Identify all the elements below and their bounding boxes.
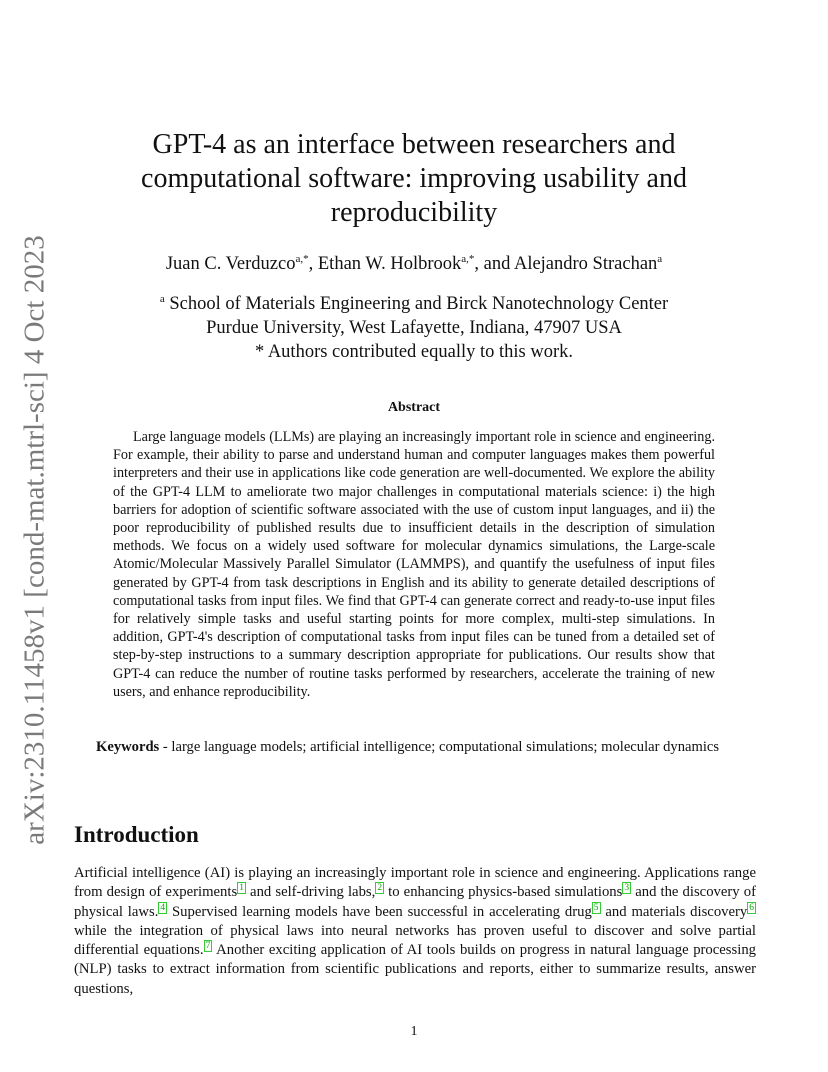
citation-link[interactable]: 3	[624, 883, 630, 894]
paper-title: GPT-4 as an interface between researchers and computational software: improving usability and reproducibility	[141, 129, 687, 228]
intro-text: while the integration of physical laws into neural networks has proven useful to discover and solve partial differential equations.	[74, 922, 756, 959]
affiliation-block	[74, 292, 754, 364]
intro-text: and self-driving labs,	[245, 884, 376, 901]
keywords	[74, 738, 756, 757]
citation-link[interactable]: 2	[377, 883, 383, 894]
equal-contribution-note: * Authors contributed equally to this work.	[254, 342, 574, 362]
intro-text: Supervised learning models have been successful in accelerating drug	[167, 903, 592, 920]
author-affiliation-mark: a,*	[295, 252, 309, 265]
introduction-paragraph	[74, 864, 756, 999]
affiliation-mark: a	[159, 292, 165, 305]
citation-link[interactable]: 7	[205, 941, 211, 952]
abstract-heading: Abstract	[387, 400, 441, 415]
keywords-label: Keywords	[96, 739, 160, 755]
author-name: Juan C. Verduzco	[165, 254, 296, 274]
arxiv-identifier-stamp: arXiv:2310.11458v1 [cond-mat.mtrl-sci] 4 Oct 2023	[18, 235, 51, 845]
abstract-text: Large language models (LLMs) are playing an increasingly important role in science and engineering. For example, their ability to parse and understand human and computer languages makes them powerful interpreters and their use in applications like code generation are well-documented. We explore the ability of the GPT-4 LLM to ameliorate two major challenges in computational materials science: i) the high barriers for adoption of scientific software associated with the use of custom input languages, and ii) the poor reproducibility of published results due to insufficient details in the description of simulation methods. We focus on a widely used software for molecular dynamics simulations, the Large-scale Atomic/Molecular Massively Parallel Simulator (LAMMPS), and quantify the usefulness of input files generated by GPT-4 from task descriptions in English and its ability to generate detailed descriptions of computational tasks from input files. We find that GPT-4 can generate correct and ready-to-use input files for relatively simple tasks and useful starting points for more complex, multi-step simulations. In addition, GPT-4's description of computational tasks from input files can be tuned from a detailed set of step-by-step instructions to a summary description appropriate for publications. Our results show that GPT-4 can reduce the number of routine tasks performed by researchers, accelerate the training of new users, and enhance reproducibility.	[113, 429, 715, 700]
intro-text: and the discovery of physical laws.	[74, 884, 756, 920]
affiliation-line: School of Materials Engineering and Birck Nanotechnology Center	[169, 294, 669, 314]
author-affiliation-mark: a,*	[461, 252, 475, 265]
intro-text: and materials discovery	[600, 903, 748, 920]
intro-text: to enhancing physics-based simulations	[384, 884, 623, 901]
citation-link[interactable]: 1	[239, 883, 244, 894]
author-list: Juan C. Verduzco$^{a,*}$, Ethan W. Holbrook$^{a,*}$, and Alejandro Strachan$^a$	[165, 252, 663, 274]
author-name: Ethan W. Holbrook	[317, 254, 462, 274]
intro-text: Artificial intelligence (AI) is playing an increasingly important role in science and engineering. Applications range from design of experiments	[74, 865, 756, 901]
keywords-text: - large language models; artificial intelligence; computational simulations; molecular dynamics	[159, 739, 720, 755]
page-number: 1	[410, 1024, 418, 1039]
citation-link[interactable]: 4	[160, 902, 166, 913]
affiliation-line: Purdue University, West Lafayette, Indiana, 47907 USA	[206, 318, 622, 338]
section-heading-introduction: Introduction	[74, 822, 199, 847]
author-affiliation-mark: a	[657, 252, 663, 265]
citation-link[interactable]: 5	[593, 902, 599, 913]
author-name: and Alejandro Strachan	[483, 254, 658, 274]
intro-text: Another exciting application of AI tools builds on progress in natural language processing (NLP) tasks to extract information from scientific publications and reports, either to summarize results, answer questions,	[74, 942, 757, 997]
citation-link[interactable]: 6	[749, 902, 755, 913]
